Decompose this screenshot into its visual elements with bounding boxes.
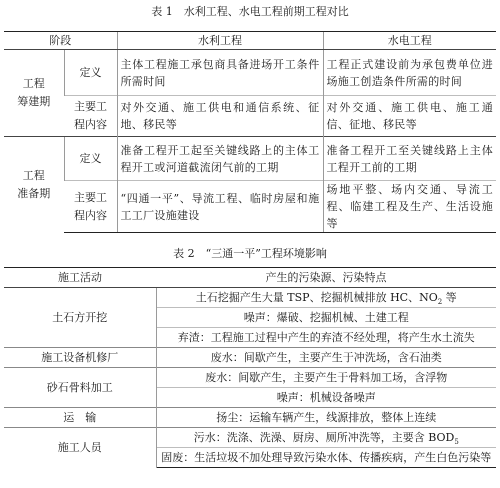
sub-cell: 定义 bbox=[64, 50, 117, 96]
pollution-cell: 噪声：机械设备噪声 bbox=[156, 388, 496, 408]
stage-cell bbox=[4, 50, 64, 137]
header-activity: 施工活动 bbox=[4, 268, 156, 288]
table-row bbox=[4, 96, 496, 137]
stage-cell bbox=[4, 137, 64, 233]
stage-label: 工程 准备期 bbox=[17, 168, 51, 200]
hydro-cell: 工程正式建设前为承包费单位进场施工创造条件所需的时间 bbox=[323, 50, 496, 96]
hydro-cell: 对外交通、施工供电、施工通信、征地、移民等 bbox=[323, 96, 496, 137]
activity-cell: 施工设备机修厂 bbox=[4, 348, 156, 368]
table1-header-row bbox=[4, 32, 496, 50]
activity-cell: 土石方开挖 bbox=[4, 288, 156, 348]
water-cell: 主体工程施工承包商具备进场开工条件所需时间 bbox=[117, 50, 323, 96]
header-water-conservancy: 水利工程 bbox=[117, 32, 323, 50]
table2-header-row bbox=[4, 268, 496, 288]
table-row bbox=[4, 348, 496, 368]
sub-cell: 定义 bbox=[64, 137, 117, 181]
activity-cell: 砂石骨料加工 bbox=[4, 368, 156, 408]
activity-cell: 运 输 bbox=[4, 408, 156, 428]
stage-label: 工程 筹建期 bbox=[17, 77, 51, 108]
table2-caption: 表 2 “三通一平”工程环境影响 bbox=[173, 247, 327, 260]
table-row bbox=[4, 428, 496, 448]
pollution-cell: 弃渣：工程施工过程中产生的弃渣不经处理，将产生水土流失 bbox=[156, 328, 496, 348]
table-row bbox=[4, 137, 496, 181]
header-pollution: 产生的污染源、污染特点 bbox=[156, 268, 496, 288]
activity-cell: 施工人员 bbox=[4, 428, 156, 468]
table-row bbox=[4, 181, 496, 233]
pollution-cell: 固废：生活垃圾不加处理导致污染水体、传播疾病，产生白色污染等 bbox=[156, 448, 496, 468]
water-cell: 准备工程开工起至关键线路上的主体工程开工或河道截流闭气前的工期 bbox=[117, 137, 323, 181]
table-row bbox=[4, 288, 496, 308]
water-cell: “四通一平”、导流工程、临时房屋和施工工厂设施建设 bbox=[117, 181, 323, 233]
pollution-text: 土石挖掘产生大量 TSP、挖掘机械排放 HC、$NO_2$ 等 bbox=[195, 290, 457, 306]
sub-cell bbox=[64, 96, 117, 137]
table1-caption: 表 1 水利工程、水电工程前期工程对比 bbox=[151, 5, 349, 18]
sub-label: 主要工 程内容 bbox=[74, 190, 107, 222]
pollution-cell: 废水：间歇产生，主要产生于冲洗场，含石油类 bbox=[156, 348, 496, 368]
table-row bbox=[4, 50, 496, 96]
impact-table bbox=[4, 267, 496, 468]
pollution-cell: 废水：间歇产生，主要产生于骨料加工场，含浮物 bbox=[156, 368, 496, 388]
table-row bbox=[4, 368, 496, 388]
hydro-cell: 场地平整、场内交通、导流工程、临建工程及生产、生活设施等 bbox=[323, 181, 496, 233]
hydro-cell: 准备工程开工至关键线路上主体工程开工前的工期 bbox=[323, 137, 496, 181]
comparison-table bbox=[4, 31, 496, 233]
pollution-cell: 扬尘：运输车辆产生，线源排放，整体上连续 bbox=[156, 408, 496, 428]
header-stage: 阶段 bbox=[4, 32, 117, 50]
table-row bbox=[4, 408, 496, 428]
water-cell: 对外交通、施工供电和通信系统、征地、移民等 bbox=[117, 96, 323, 137]
header-hydropower: 水电工程 bbox=[323, 32, 496, 50]
pollution-text: 污水：洗涤、洗澡、厨房、厕所冲洗等，主要含 $BOD_5$ bbox=[193, 430, 459, 446]
pollution-cell: 噪声：爆破、挖掘机械、土建工程 bbox=[156, 308, 496, 328]
sub-cell bbox=[64, 181, 117, 233]
pollution-cell bbox=[156, 428, 496, 448]
sub-label: 主要工 程内容 bbox=[74, 100, 107, 131]
pollution-cell bbox=[156, 288, 496, 308]
